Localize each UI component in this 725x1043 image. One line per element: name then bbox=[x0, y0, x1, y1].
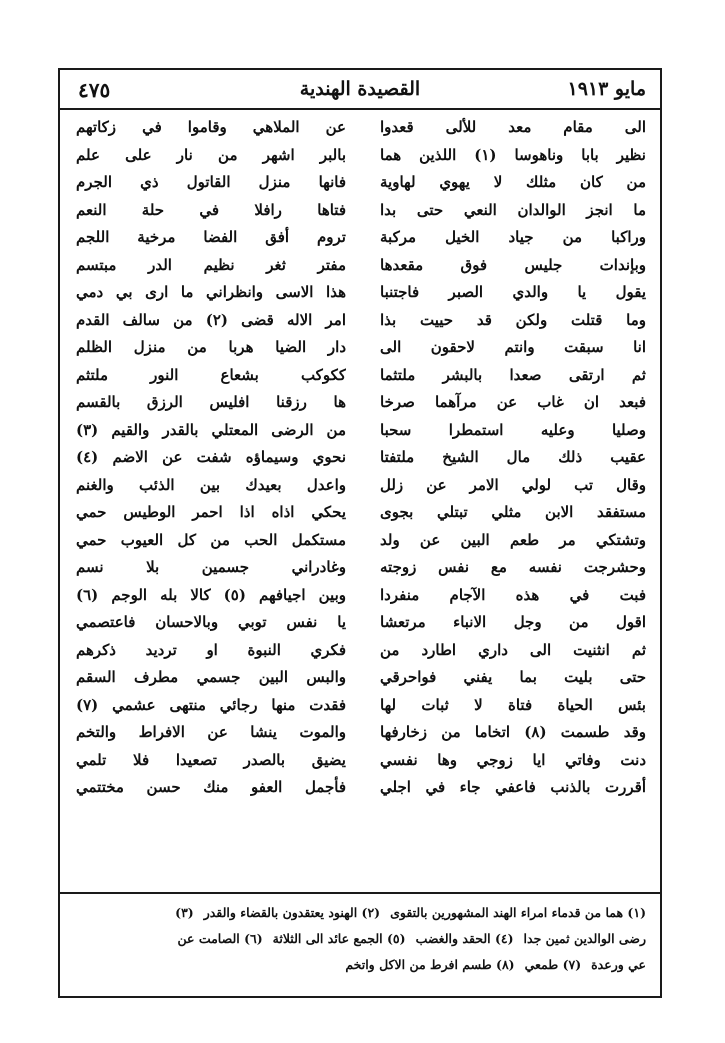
footnote-item: (٦) الصامت عن bbox=[177, 931, 263, 946]
verse-first-hemistich: فبعد ان غاب عن مرآهما صرخا bbox=[380, 393, 646, 411]
verse-row bbox=[60, 444, 660, 472]
verse-second-hemistich: يا نفس توبي وبالاحسان فاعتصمي bbox=[76, 613, 346, 631]
verse-second-hemistich: مستكمل الحب من كل العيوب حمي bbox=[76, 530, 346, 549]
verse-first-hemistich: بئس الحياة فتاة لا ثبات لها bbox=[380, 695, 646, 714]
verse-row bbox=[60, 774, 660, 802]
verse-first-hemistich: فبت في هذه الآجام منفردا bbox=[380, 585, 646, 604]
verse-second-hemistich: فتاها رافلا في حلة النعم bbox=[76, 200, 346, 219]
verse-row bbox=[60, 279, 660, 307]
verse-second-hemistich: ككوكب بشعاع النور ملتثم bbox=[76, 365, 346, 384]
verse-second-hemistich: نحوي وسيماؤه شفت عن الاضم (٤) bbox=[76, 448, 346, 466]
verse-row bbox=[60, 334, 660, 362]
verse-first-hemistich: وصليا وعليه استمطرا سحبا bbox=[380, 420, 646, 439]
verse-row bbox=[60, 142, 660, 170]
verse-row bbox=[60, 719, 660, 747]
verse-first-hemistich: انا سبقت وانتم لاحقون الى bbox=[380, 338, 646, 356]
footnote-line bbox=[74, 926, 646, 952]
verse-second-hemistich: هذا الاسى وانظراني ما ارى بي دمي bbox=[76, 283, 346, 301]
verse-second-hemistich: تروم أفق الفضا مرخية اللجم bbox=[76, 228, 346, 246]
footnote-line bbox=[74, 952, 646, 978]
verse-row bbox=[60, 169, 660, 197]
verse-first-hemistich: ثم انثنيت الى داري اطارد من bbox=[380, 640, 646, 659]
verse-second-hemistich: عن الملاهي وقاموا في زكاتهم bbox=[76, 118, 346, 136]
verse-first-hemistich: من كان مثلك لا يهوي لهاوية bbox=[380, 173, 646, 191]
verse-first-hemistich: مستفقد الابن مثلي تبتلي بجوى bbox=[380, 503, 646, 521]
verse-first-hemistich: نظير بابا وناهوسا (١) اللذين هما bbox=[380, 145, 646, 164]
verse-row bbox=[60, 472, 660, 500]
verse-row bbox=[60, 389, 660, 417]
verse-first-hemistich: ثم ارتقى صعدا بالبشر ملتثما bbox=[380, 365, 646, 384]
verse-first-hemistich: وتشتكي مر طعم البين عن ولد bbox=[380, 530, 646, 549]
verse-row bbox=[60, 554, 660, 582]
footnotes bbox=[60, 892, 660, 996]
verse-first-hemistich: أقررت بالذنب فاعفي جاء في اجلي bbox=[380, 778, 646, 796]
verse-first-hemistich: يقول يا والدي الصبر فاجتنبا bbox=[380, 283, 646, 301]
verse-first-hemistich: اقول من وجل الانباء مرتعشا bbox=[380, 613, 646, 631]
verse-first-hemistich: دنت وفاتي ايا زوجي وها نفسي bbox=[380, 750, 646, 769]
footnote-line bbox=[74, 900, 646, 926]
footnote-item: (٢) الهنود يعتقدون بالقضاء والقدر bbox=[203, 905, 381, 920]
footnote-item: (٥) الجمع عائد الى الثلاثة bbox=[272, 931, 406, 946]
footnote-item: (١) هما من قدماء امراء الهند المشهورين بالتقوى bbox=[390, 905, 646, 920]
verse-second-hemistich: وبين اجيافهم (٥) كالا بله الوجم (٦) bbox=[76, 585, 346, 604]
page-frame bbox=[58, 68, 662, 998]
verse-row bbox=[60, 252, 660, 280]
verse-second-hemistich: بالبر اشهر من نار على علم bbox=[76, 145, 346, 164]
footnote-item: عي ورعدة bbox=[591, 957, 646, 972]
verse-first-hemistich: الى مقام معد للألى قعدوا bbox=[380, 118, 646, 136]
verse-first-hemistich: حتى بليت بما يفني فواحرقي bbox=[380, 668, 646, 686]
verse-first-hemistich: عقيب ذلك مال الشيخ ملتفتا bbox=[380, 448, 646, 466]
verse-second-hemistich: امر الاله قضى (٢) من سالف القدم bbox=[76, 310, 346, 329]
page-number: ٤٧٥ bbox=[78, 78, 111, 102]
running-header bbox=[60, 70, 660, 110]
verse-row bbox=[60, 224, 660, 252]
verse-first-hemistich: وما قتلت ولكن قد حييت بذا bbox=[380, 310, 646, 329]
verse-row bbox=[60, 609, 660, 637]
verse-second-hemistich: فكري النبوة او ترديد ذكرهم bbox=[76, 640, 346, 659]
verse-row bbox=[60, 114, 660, 142]
verse-second-hemistich: دار الضيا هربا من منزل الظلم bbox=[76, 338, 346, 356]
verse-second-hemistich: والموت ينشا عن الافراط والتخم bbox=[76, 723, 346, 741]
verse-row bbox=[60, 582, 660, 610]
verse-second-hemistich: وغادراني جسمين بلا نسم bbox=[76, 558, 346, 576]
verse-second-hemistich: واعدل بعيدك بين الذئب والغنم bbox=[76, 475, 346, 494]
verse-second-hemistich: مفتر ثغر نظيم الدر مبتسم bbox=[76, 255, 346, 274]
verse-first-hemistich: وحشرجت نفسه مع نفس زوجته bbox=[380, 558, 646, 576]
verse-first-hemistich: ما انجز الوالدان النعي حتى بدا bbox=[380, 200, 646, 219]
verse-row bbox=[60, 307, 660, 335]
verse-row bbox=[60, 637, 660, 665]
verse-row bbox=[60, 747, 660, 775]
verse-second-hemistich: من الرضى المعتلي بالقدر والقيم (٣) bbox=[76, 420, 346, 439]
footnote-item: رضى الوالدين ثمين جدا bbox=[523, 931, 646, 946]
footnote-item: (٧) طمعي bbox=[524, 957, 582, 972]
verse-second-hemistich: فانها منزل القاتول ذي الجرم bbox=[76, 173, 346, 191]
footnote-item: (٤) الحقد والغضب bbox=[415, 931, 514, 946]
footnote-item: (٨) طسم افرط من الاكل واتخم bbox=[345, 957, 515, 972]
verse-row bbox=[60, 417, 660, 445]
verse-second-hemistich: يضيق بالصدر تصعيدا فلا تلمي bbox=[76, 750, 346, 769]
verse-second-hemistich: فقدت منها رجائي منتهى عشمي (٧) bbox=[76, 695, 346, 714]
footnote-item: (٣) bbox=[175, 905, 194, 920]
verse-row bbox=[60, 692, 660, 720]
verse-second-hemistich: والبس البين جسمي مطرف السقم bbox=[76, 668, 346, 686]
verse-second-hemistich: فأجمل العفو منك حسن مختتمي bbox=[76, 778, 346, 796]
header-title: القصيدة الهندية bbox=[299, 78, 421, 100]
verse-first-hemistich: وبإندات جليس فوق مقعدها bbox=[380, 255, 646, 274]
header-date: مايو ١٩١٣ bbox=[567, 78, 646, 100]
verse-row bbox=[60, 362, 660, 390]
verse-row bbox=[60, 499, 660, 527]
verse-first-hemistich: وقد طسمت (٨) اتخاما من زخارفها bbox=[380, 723, 646, 741]
verse-row bbox=[60, 197, 660, 225]
verse-first-hemistich: وراكبا من جياد الخيل مركبة bbox=[380, 228, 646, 246]
verse-second-hemistich: يحكي اذاه اذا احمر الوطيس حمي bbox=[76, 503, 346, 521]
verse-second-hemistich: ها رزقنا افليس الرزق بالقسم bbox=[76, 393, 346, 411]
verse-row bbox=[60, 527, 660, 555]
verse-first-hemistich: وقال تب لولي الامر عن زلل bbox=[380, 475, 646, 494]
verse-row bbox=[60, 664, 660, 692]
poem-verses bbox=[60, 114, 660, 884]
